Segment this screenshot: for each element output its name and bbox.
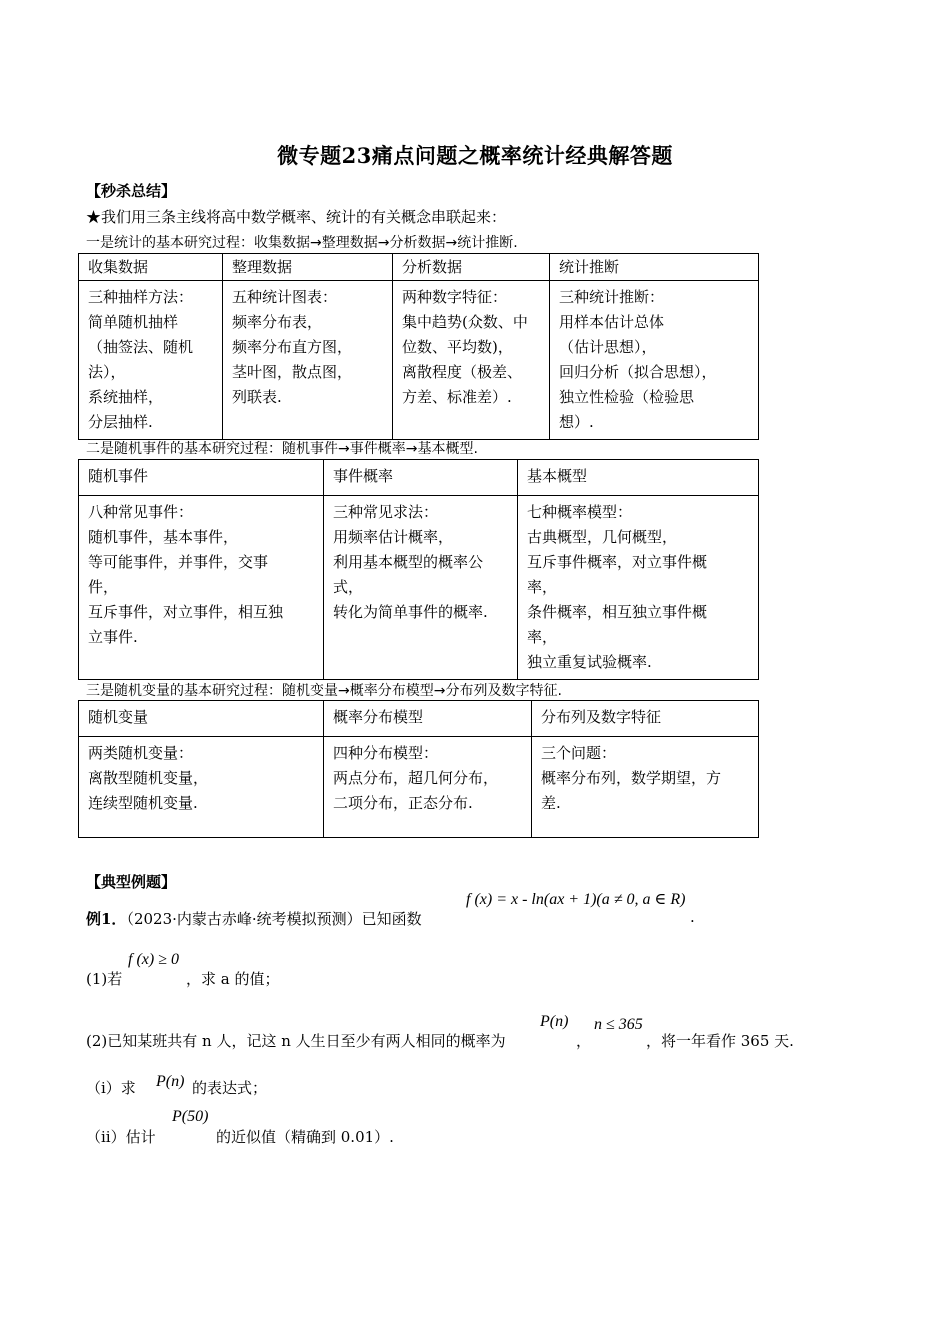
question1-suffix: ，求 a 的值； xyxy=(186,970,280,988)
cell-line: 三个问题： xyxy=(541,744,617,762)
section2-caption: 二是随机事件的基本研究过程：随机事件→事件概率→基本概型. xyxy=(86,441,478,457)
cell-line: 三种统计推断： xyxy=(559,288,665,306)
cell-line: （抽签法、随机 xyxy=(88,338,194,356)
random-event-table xyxy=(78,459,759,680)
question2-formula-n: n ≤ 365 xyxy=(594,1016,643,1033)
table-cell xyxy=(393,281,550,440)
cell-line: 式， xyxy=(333,578,364,596)
cell-line: 立事件. xyxy=(88,628,138,646)
header-cell: 统计推断 xyxy=(550,254,759,281)
cell-line: 概率分布列，数学期望，方 xyxy=(541,769,722,787)
table-cell xyxy=(79,737,324,838)
cell-line: 两种数字特征： xyxy=(402,288,508,306)
table-cell xyxy=(324,496,518,680)
table-cell xyxy=(324,737,532,838)
cell-line: 离散型随机变量， xyxy=(88,769,209,787)
cell-line: 简单随机抽样 xyxy=(88,313,179,331)
header-cell: 分析数据 xyxy=(393,254,550,281)
header-cell: 基本概型 xyxy=(518,460,759,496)
cell-line: 独立性检验（检验思 xyxy=(559,388,695,406)
cell-line: 用样本估计总体 xyxy=(559,313,665,331)
cell-line: 五种统计图表： xyxy=(232,288,338,306)
cell-line: 四种分布模型： xyxy=(333,744,439,762)
table-cell xyxy=(518,496,759,680)
cell-line: 三种常见求法： xyxy=(333,503,439,521)
table-cell xyxy=(79,281,223,440)
table-cell xyxy=(223,281,393,440)
question-i-prefix: （ⅰ）求 xyxy=(86,1079,136,1097)
table-cell xyxy=(532,737,759,838)
table-cell xyxy=(550,281,759,440)
question1-prefix: (1)若 xyxy=(86,970,123,988)
intro-text: ★我们用三条主线将高中数学概率、统计的有关概念串联起来： xyxy=(86,208,507,226)
header-cell: 概率分布模型 xyxy=(324,701,532,737)
cell-line: 两类随机变量： xyxy=(88,744,194,762)
section1-caption: 一是统计的基本研究过程：收集数据→整理数据→分析数据→统计推断. xyxy=(86,235,518,251)
question-ii-suffix: 的近似值（精确到 0.01）. xyxy=(216,1128,394,1146)
table-header-row xyxy=(79,254,759,281)
cell-line: 方差、标准差）. xyxy=(402,388,512,406)
header-cell: 分布列及数字特征 xyxy=(532,701,759,737)
table-header-row xyxy=(79,460,759,496)
random-variable-table xyxy=(78,700,759,838)
cell-line: 互斥事件，对立事件，相互独 xyxy=(88,603,284,621)
cell-line: 七种概率模型： xyxy=(527,503,633,521)
cell-line: 独立重复试验概率. xyxy=(527,653,652,671)
cell-line: 率， xyxy=(527,628,558,646)
header-cell: 整理数据 xyxy=(223,254,393,281)
question-ii-prefix: （ⅱ）估计 xyxy=(86,1128,156,1146)
cell-line: 二项分布，正态分布. xyxy=(333,794,473,812)
example-label: 例1． xyxy=(86,910,127,928)
cell-line: 件， xyxy=(88,578,119,596)
example1-intro xyxy=(86,908,422,929)
question-i-formula: P(n) xyxy=(156,1073,185,1090)
question2-comma: ， xyxy=(576,1032,592,1050)
cell-line: 用频率估计概率， xyxy=(333,528,454,546)
cell-line: 两点分布，超几何分布， xyxy=(333,769,499,787)
page-title: 微专题23痛点问题之概率统计经典解答题 xyxy=(277,143,673,168)
cell-line: 条件概率，相互独立事件概 xyxy=(527,603,708,621)
cell-line: 随机事件，基本事件， xyxy=(88,528,239,546)
question2-suffix: ，将一年看作 365 天. xyxy=(646,1032,794,1050)
question2-prefix: (2)已知某班共有 n 人，记这 n 人生日至少有两人相同的概率为 xyxy=(86,1032,506,1050)
question1-formula: f (x) ≥ 0 xyxy=(128,951,179,968)
statistics-process-table xyxy=(78,253,759,440)
cell-line: 古典概型，几何概型， xyxy=(527,528,678,546)
examples-heading: 【典型例题】 xyxy=(86,873,177,891)
question-i-suffix: 的表达式； xyxy=(192,1079,268,1097)
cell-line: 分层抽样. xyxy=(88,413,153,431)
cell-line: 茎叶图，散点图， xyxy=(232,363,353,381)
header-cell: 事件概率 xyxy=(324,460,518,496)
cell-line: 三种抽样方法： xyxy=(88,288,194,306)
cell-line: 频率分布表， xyxy=(232,313,323,331)
cell-line: 频率分布直方图， xyxy=(232,338,353,356)
cell-line: 集中趋势(众数、中 xyxy=(402,313,528,331)
summary-heading: 【秒杀总结】 xyxy=(86,182,177,200)
cell-line: 差. xyxy=(541,794,561,812)
cell-line: 法）， xyxy=(88,363,126,381)
table-row xyxy=(79,737,759,838)
cell-line: 利用基本概型的概率公 xyxy=(333,553,484,571)
cell-line: （估计思想）， xyxy=(559,338,657,356)
table-header-row xyxy=(79,701,759,737)
question2-formula-p: P(n) xyxy=(540,1013,569,1030)
header-cell: 随机变量 xyxy=(79,701,324,737)
cell-line: 连续型随机变量. xyxy=(88,794,198,812)
function-formula: f (x) = x - ln(ax + 1)(a ≠ 0, a ∈ R) xyxy=(466,891,686,908)
cell-line: 离散程度（极差、 xyxy=(402,363,523,381)
cell-line: 等可能事件，并事件，交事 xyxy=(88,553,269,571)
example-source: （2023·内蒙古赤峰·统考模拟预测）已知函数 xyxy=(126,910,422,928)
header-cell: 随机事件 xyxy=(79,460,324,496)
cell-line: 系统抽样， xyxy=(88,388,164,406)
section3-caption: 三是随机变量的基本研究过程：随机变量→概率分布模型→分布列及数字特征. xyxy=(86,683,562,699)
cell-line: 转化为简单事件的概率. xyxy=(333,603,488,621)
cell-line: 列联表. xyxy=(232,388,282,406)
cell-line: 八种常见事件： xyxy=(88,503,194,521)
header-cell: 收集数据 xyxy=(79,254,223,281)
table-cell xyxy=(79,496,324,680)
table-row xyxy=(79,496,759,680)
cell-line: 回归分析（拟合思想）， xyxy=(559,363,717,381)
table-row xyxy=(79,281,759,440)
cell-line: 率， xyxy=(527,578,558,596)
cell-line: 互斥事件概率，对立事件概 xyxy=(527,553,708,571)
question-ii-formula: P(50) xyxy=(172,1108,209,1125)
cell-line: 位数、平均数)， xyxy=(402,338,513,356)
example1-end: . xyxy=(690,908,695,926)
cell-line: 想）. xyxy=(559,413,594,431)
